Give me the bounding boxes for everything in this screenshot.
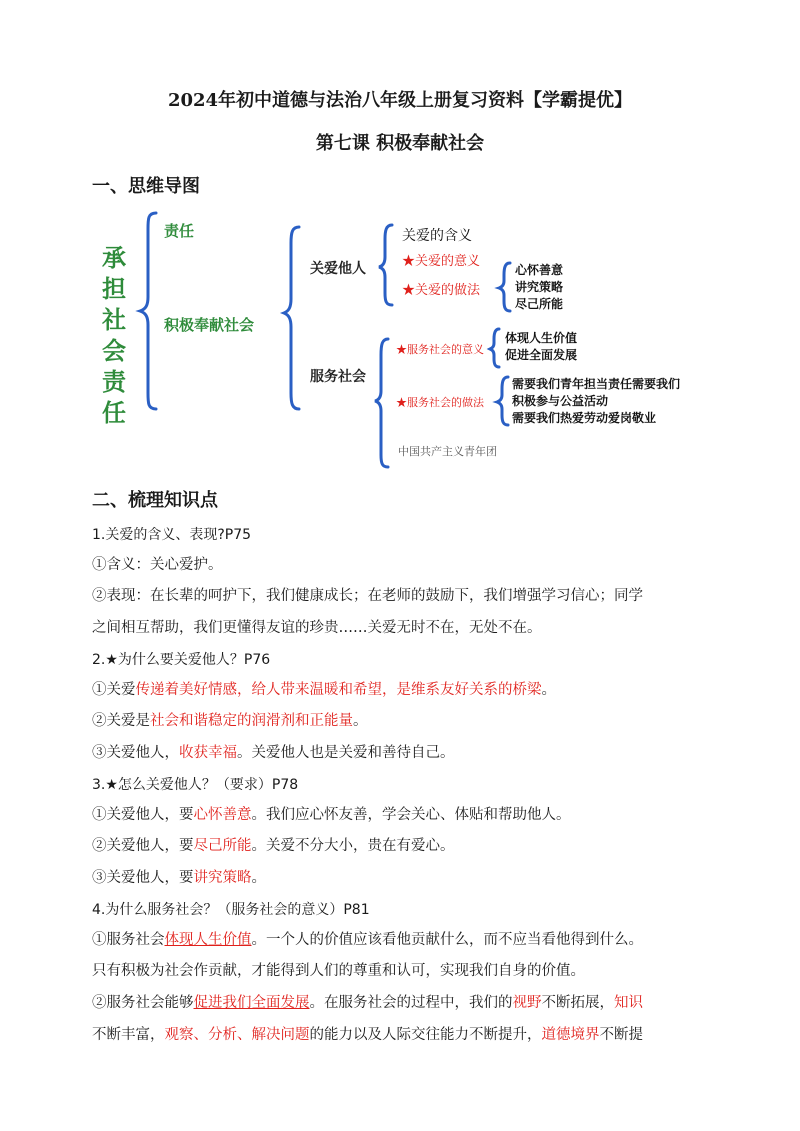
answer-line xyxy=(92,930,712,950)
answer-key-text: 讲究策略 xyxy=(193,870,252,886)
answer-text: 不断提 xyxy=(599,1027,643,1043)
branch-positive-contribution: 积极奉献社会 xyxy=(164,316,255,334)
root-char: 担 xyxy=(102,275,126,303)
answer-line: ①含义：关心爱护。 xyxy=(92,557,223,573)
answer-line xyxy=(92,805,712,825)
section-heading-mindmap: 一、思维导图 xyxy=(92,176,200,197)
mind-map-root xyxy=(100,243,128,429)
answer-key-text: 视野 xyxy=(512,995,542,1011)
answer-line xyxy=(92,743,712,763)
answer-key-text: 社会和谐稳定的润滑剂和正能量 xyxy=(150,713,353,729)
answer-text: 不断拓展， xyxy=(541,995,614,1011)
care-method-item: 心怀善意 xyxy=(515,263,564,277)
serve-significance-item: 促进全面发展 xyxy=(505,348,578,362)
answer-key-text: 收获幸福 xyxy=(179,745,237,761)
bracket-serve-methods xyxy=(497,377,508,425)
answer-text: 。关爱不分大小，贵在有爱心。 xyxy=(251,838,455,854)
answer-text: ①关爱他人，要 xyxy=(92,807,194,823)
lesson-title: 第七课 积极奉献社会 xyxy=(315,133,485,154)
answer-line xyxy=(92,1025,712,1045)
node-care-others: 关爱他人 xyxy=(310,261,366,277)
root-char: 会 xyxy=(102,337,126,365)
answer-text: ②关爱他人，要 xyxy=(92,838,194,854)
answer-line: 只有积极为社会作贡献，才能得到人们的尊重和认可，实现我们自身的价值。 xyxy=(92,963,585,979)
serve-method-item: 积极参与公益活动 xyxy=(512,394,609,408)
question-3: 3.★怎么关爱他人？（要求）P78 xyxy=(92,777,299,793)
answer-text: ①关爱 xyxy=(92,682,136,698)
answer-line xyxy=(92,680,712,700)
serve-method-item: 需要我们青年担当责任需要我们 xyxy=(512,377,681,391)
mind-map xyxy=(92,205,722,475)
answer-text: 。关爱他人也是关爱和善待自己。 xyxy=(237,745,455,761)
answer-text: ②服务社会能够 xyxy=(92,995,194,1011)
answer-line xyxy=(92,836,712,856)
serve-significance-item: 体现人生价值 xyxy=(505,331,578,345)
question-4: 4.为什么服务社会？（服务社会的意义）P81 xyxy=(92,902,370,918)
bracket-care-methods xyxy=(499,263,510,311)
root-char: 社 xyxy=(102,306,126,334)
answer-line xyxy=(92,993,712,1013)
node-serve-significance: ★服务社会的意义 xyxy=(396,343,484,356)
question-2: 2.★为什么要关爱他人？P76 xyxy=(92,652,271,668)
mind-map-watermark: 中国共产主义青年团 xyxy=(398,445,497,458)
answer-key-text: 促进我们全面发展 xyxy=(193,995,310,1011)
bracket-positive-contribution xyxy=(284,227,299,409)
answer-text: 。 xyxy=(251,870,266,886)
branch-responsibility: 责任 xyxy=(164,222,195,240)
answer-line xyxy=(92,711,712,731)
answer-text: 不断丰富， xyxy=(92,1027,165,1043)
bracket-serve-society xyxy=(375,339,388,467)
answer-text: ③关爱他人， xyxy=(92,745,179,761)
bracket-root xyxy=(140,213,156,409)
answer-text: 。我们应心怀友善，学会关心、体贴和帮助他人。 xyxy=(251,807,571,823)
answer-text: 。在服务社会的过程中，我们的 xyxy=(309,995,513,1011)
answer-key-text: 体现人生价值 xyxy=(164,932,252,948)
care-method-item: 尽己所能 xyxy=(515,297,564,311)
section-heading-knowledge: 二、梳理知识点 xyxy=(92,490,218,511)
answer-text: ②关爱是 xyxy=(92,713,150,729)
answer-key-text: 观察、分析、解决问题 xyxy=(164,1027,310,1043)
answer-line xyxy=(92,868,712,888)
node-care-meaning: 关爱的含义 xyxy=(402,228,472,244)
root-char: 责 xyxy=(102,368,126,396)
answer-text: 的能力以及人际交往能力不断提升， xyxy=(309,1027,542,1043)
mind-map-brackets xyxy=(92,205,722,475)
answer-key-text: 尽己所能 xyxy=(193,838,252,854)
bracket-care-others xyxy=(379,225,392,305)
page-title: 2024年初中道德与法治八年级上册复习资料【学霸提优】 xyxy=(167,90,633,111)
node-serve-society: 服务社会 xyxy=(310,369,366,385)
node-care-significance: ★关爱的意义 xyxy=(402,254,481,269)
answer-line: 之间相互帮助，我们更懂得友谊的珍贵……关爱无时不在，无处不在。 xyxy=(92,620,542,636)
answer-key-text: 心怀善意 xyxy=(193,807,252,823)
serve-method-item: 需要我们热爱劳动爱岗敬业 xyxy=(512,411,657,425)
answer-text: ③关爱他人，要 xyxy=(92,870,194,886)
node-serve-methods: ★服务社会的做法 xyxy=(396,396,484,409)
answer-key-text: 道德境界 xyxy=(541,1027,600,1043)
answer-line: ②表现：在长辈的呵护下，我们健康成长；在老师的鼓励下，我们增强学习信心；同学 xyxy=(92,588,643,604)
answer-text: 。一个人的价值应该看他贡献什么，而不应当看他得到什么。 xyxy=(251,932,643,948)
answer-key-text: 知识 xyxy=(614,995,643,1011)
answer-text: 。 xyxy=(541,682,556,698)
answer-text: ①服务社会 xyxy=(92,932,165,948)
answer-text: 。 xyxy=(353,713,368,729)
root-char: 承 xyxy=(102,244,126,272)
node-care-methods: ★关爱的做法 xyxy=(402,283,481,298)
answer-key-text: 传递着美好情感，给人带来温暖和希望，是维系友好关系的桥梁 xyxy=(135,682,542,698)
bracket-serve-significance xyxy=(490,329,499,367)
question-1: 1.关爱的含义、表现?P75 xyxy=(92,527,252,543)
root-char: 任 xyxy=(102,399,126,427)
care-method-item: 讲究策略 xyxy=(515,280,564,294)
